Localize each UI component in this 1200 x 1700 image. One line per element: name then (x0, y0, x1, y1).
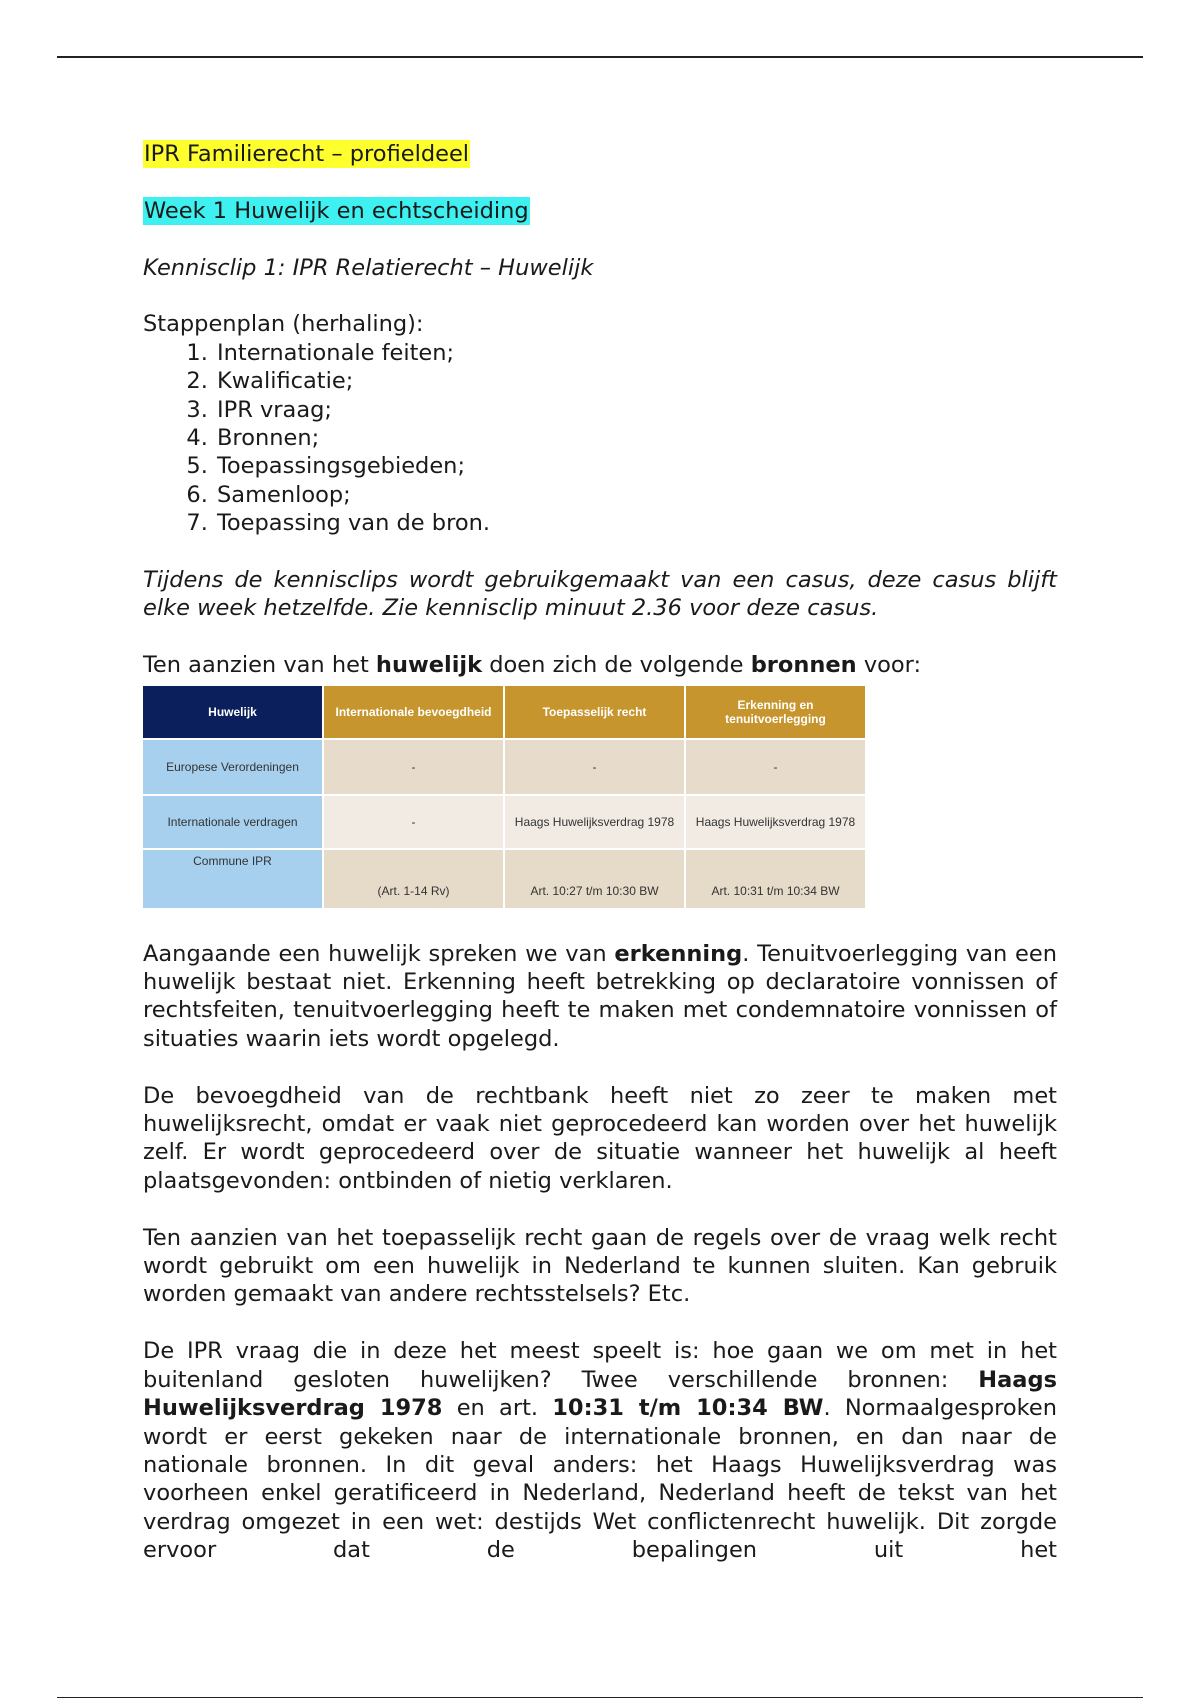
table-row (143, 739, 866, 795)
table-cell: Haags Huwelijksverdrag 1978 (685, 795, 866, 849)
document-page (143, 140, 1057, 1565)
table-header: Huwelijk (143, 686, 323, 739)
clip-heading: Kennisclip 1: IPR Relatierecht – Huwelijk (143, 254, 594, 281)
table-cell: Art. 10:27 t/m 10:30 BW (504, 849, 685, 909)
list-item: 2. Kwalificatie; (215, 367, 1057, 395)
sources-table (143, 686, 867, 910)
header-rule (57, 56, 1143, 58)
list-item: 4. Bronnen; (215, 424, 1057, 452)
week-heading: Week 1 Huwelijk en echtscheiding (144, 197, 529, 224)
list-item: 7. Toepassing van de bron. (215, 509, 1057, 537)
steps-list (143, 339, 1057, 538)
table-cell: - (685, 739, 866, 795)
row-label: Commune IPR (143, 849, 323, 909)
paragraph-ipr-vraag: De IPR vraag die in deze het meest speelt is: hoe gaan we om met in het buitenland gesloten huwelijken? Twee verschillende bronnen: Haags Huwelijksverdrag 1978 en art. 10:31 t/m 10:34 BW. Normaalgesproken wordt er eerst gekeken naar de internationale bronnen, en dan naar de nationale bronnen. In dit geval anders: het Haags Huwelijksverdrag was voorheen enkel geratificeerd in Nederland, Nederland heeft de tekst van het verdrag omgezet in een wet: destijds Wet conflictenrecht huwelijk. Dit zorgde ervoor dat de bepalingen uit het (143, 1338, 1058, 1564)
list-item: 6. Samenloop; (215, 481, 1057, 509)
table-row (143, 795, 866, 849)
sources-intro: Ten aanzien van het huwelijk doen zich de volgende bronnen voor: (143, 652, 922, 679)
table-row (143, 849, 866, 909)
casus-note: Tijdens de kennisclips wordt gebruikgemaakt van een casus, deze casus blijft elke week hetzelfde. Zie kennisclip minuut 2.36 voor deze casus. (143, 567, 1057, 622)
footer-rule (57, 1697, 1143, 1698)
table-header-row (143, 686, 866, 739)
table-cell: - (323, 739, 504, 795)
row-label: Internationale verdragen (143, 795, 323, 849)
table-header: Internationale bevoegdheid (323, 686, 504, 739)
table-cell: Art. 10:31 t/m 10:34 BW (685, 849, 866, 909)
table-header: Erkenning en tenuitvoerlegging (685, 686, 866, 739)
steps-heading: Stappenplan (herhaling): (143, 311, 424, 338)
table-cell: Haags Huwelijksverdrag 1978 (504, 795, 685, 849)
table-cell: (Art. 1-14 Rv) (323, 849, 504, 909)
document-title: IPR Familierecht – profieldeel (144, 141, 470, 167)
list-item: 1. Internationale feiten; (215, 339, 1057, 367)
list-item: 3. IPR vraag; (215, 396, 1057, 424)
row-label: Europese Verordeningen (143, 739, 323, 795)
table-cell: - (504, 739, 685, 795)
table-header: Toepasselijk recht (504, 686, 685, 739)
paragraph-toepasselijk-recht: Ten aanzien van het toepasselijk recht gaan de regels over de vraag welk recht wordt gebruikt om een huwelijk in Nederland te kunnen sluiten. Kan gebruik worden gemaakt van andere rechtsstelsels? Etc. (143, 1224, 1057, 1308)
list-item: 5. Toepassingsgebieden; (215, 452, 1057, 480)
paragraph-bevoegdheid: De bevoegdheid van de rechtbank heeft niet zo zeer te maken met huwelijksrecht, omdat er vaak niet geprocedeerd kan worden over het huwelijk zelf. Er wordt geprocedeerd over de situatie wanneer het huwelijk al heeft plaatsgevonden: ontbinden of nietig verklaren. (143, 1082, 1057, 1194)
table-cell: - (323, 795, 504, 849)
paragraph-erkenning: Aangaande een huwelijk spreken we van erkenning. Tenuitvoerlegging van een huwelijk bestaat niet. Erkenning heeft betrekking op declaratoire vonnissen of rechtsfeiten, tenuitvoerlegging heeft te maken met condemnatoire vonnissen of situaties waarin iets wordt opgelegd. (143, 940, 1058, 1052)
